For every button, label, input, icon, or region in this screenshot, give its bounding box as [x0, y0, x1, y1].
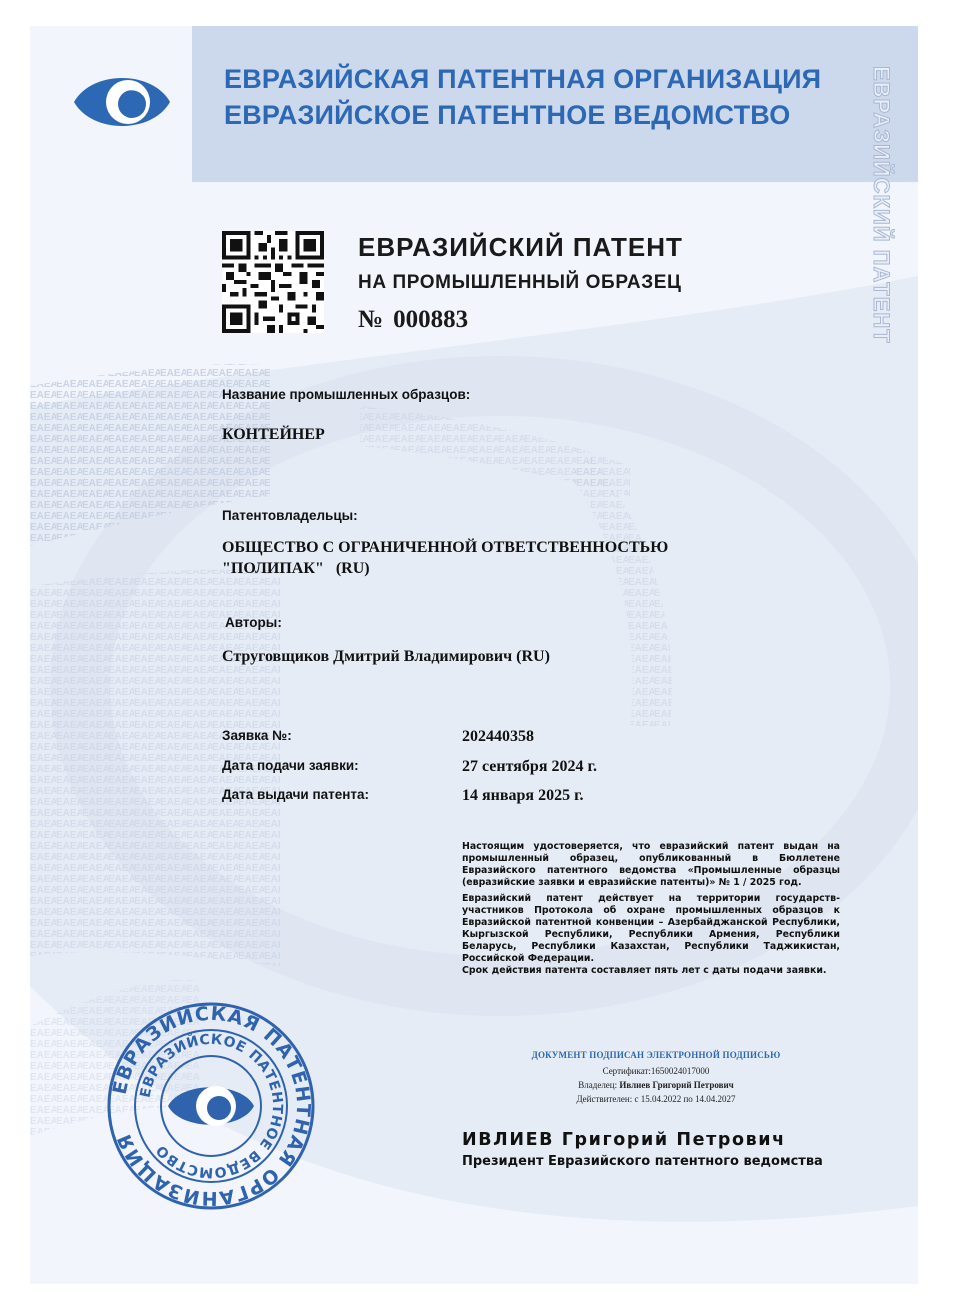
- filing-date-value: 27 сентября 2024 г.: [462, 758, 597, 775]
- certification-text: [462, 841, 840, 981]
- e-signature-block: [462, 1050, 850, 1104]
- issue-date-value: 14 января 2025 г.: [462, 787, 584, 804]
- certification-paragraph-3: Срок действия патента составляет пять лет с даты подачи заявки.: [462, 965, 827, 976]
- validity-value: с 15.04.2022 по 14.04.2027: [634, 1094, 736, 1104]
- seal-outer-text: ЕВРАЗИЙСКАЯ ПАТЕНТНАЯ ОРГАНИЗАЦИЯ: [108, 1002, 315, 1210]
- certification-paragraph-1: Настоящим удостоверяется, что евразийский патент выдан на промышленный образец, опубликованный в Бюллетене Евразийского патентного ведомства «Промышленные образцы (евразийские заявки и евразийские патенты)» № 1 / 2025 год.: [462, 841, 840, 888]
- application-no-value: 202440358: [462, 728, 534, 745]
- validity-line: [462, 1094, 850, 1104]
- qr-code-icon: [222, 231, 324, 333]
- org-name-line2: ЕВРАЗИЙСКОЕ ПАТЕНТНОЕ ВЕДОМСТВО: [224, 100, 791, 130]
- certificate-value: 1650024017000: [650, 1066, 710, 1076]
- filing-date-label: Дата подачи заявки:: [222, 758, 359, 773]
- patent-document: [30, 26, 918, 1284]
- side-watermark-text: ЕВРАЗИЙСКИЙ ПАТЕНТ: [869, 66, 894, 344]
- seal-inner-text: ЕВРАЗИЙСКОЕ ПАТЕНТНОЕ ВЕДОМСТВО: [137, 1031, 286, 1181]
- certification-paragraph-2: Евразийский патент действует на территории государств-участников Протокола об охране промышленных образцов к Евразийской патентной конвенции – Азербайджанской Республики, Кыргызской Республики, Республики Армения, Республики Беларусь, Республики Казахстан, Республики Таджикистан, Российской Федерации.: [462, 893, 840, 964]
- owner-label: Владелец:: [578, 1080, 618, 1090]
- eye-logo-icon: [72, 66, 172, 138]
- design-name-value: КОНТЕЙНЕР: [222, 426, 325, 443]
- authors-value: Струговщиков Дмитрий Владимирович (RU): [222, 648, 550, 665]
- owner-line: [462, 1080, 850, 1090]
- owners-line1: ОБЩЕСТВО С ОГРАНИЧЕННОЙ ОТВЕТСТВЕННОСТЬЮ: [222, 539, 669, 556]
- president-title: Президент Евразийского патентного ведомства: [462, 1154, 823, 1169]
- patent-subtitle: НА ПРОМЫШЛЕННЫЙ ОБРАЗЕЦ: [358, 272, 682, 293]
- patent-title: ЕВРАЗИЙСКИЙ ПАТЕНТ: [358, 232, 683, 262]
- official-seal-icon: [106, 1001, 316, 1211]
- owners-label: Патентовладельцы:: [222, 508, 358, 523]
- certificate-line: [462, 1066, 850, 1076]
- owner-value: Ивлиев Григорий Петрович: [619, 1080, 734, 1090]
- number-sign: №: [358, 306, 384, 333]
- design-name-label: Название промышленных образцов:: [222, 387, 471, 402]
- president-name: ИВЛИЕВ Григорий Петрович: [462, 1130, 786, 1150]
- owners-line2: "ПОЛИПАК" (RU): [222, 560, 370, 577]
- e-signature-title: ДОКУМЕНТ ПОДПИСАН ЭЛЕКТРОННОЙ ПОДПИСЬЮ: [531, 1050, 781, 1060]
- patent-number: [358, 306, 468, 334]
- application-no-label: Заявка №:: [222, 728, 292, 743]
- org-name-line1: ЕВРАЗИЙСКАЯ ПАТЕНТНАЯ ОРГАНИЗАЦИЯ: [224, 64, 822, 94]
- validity-label: Действителен:: [576, 1094, 633, 1104]
- patent-number-value: 000883: [393, 306, 469, 333]
- issue-date-label: Дата выдачи патента:: [222, 787, 370, 802]
- certificate-label: Сертификат:: [602, 1066, 651, 1076]
- authors-label: Авторы:: [225, 615, 282, 630]
